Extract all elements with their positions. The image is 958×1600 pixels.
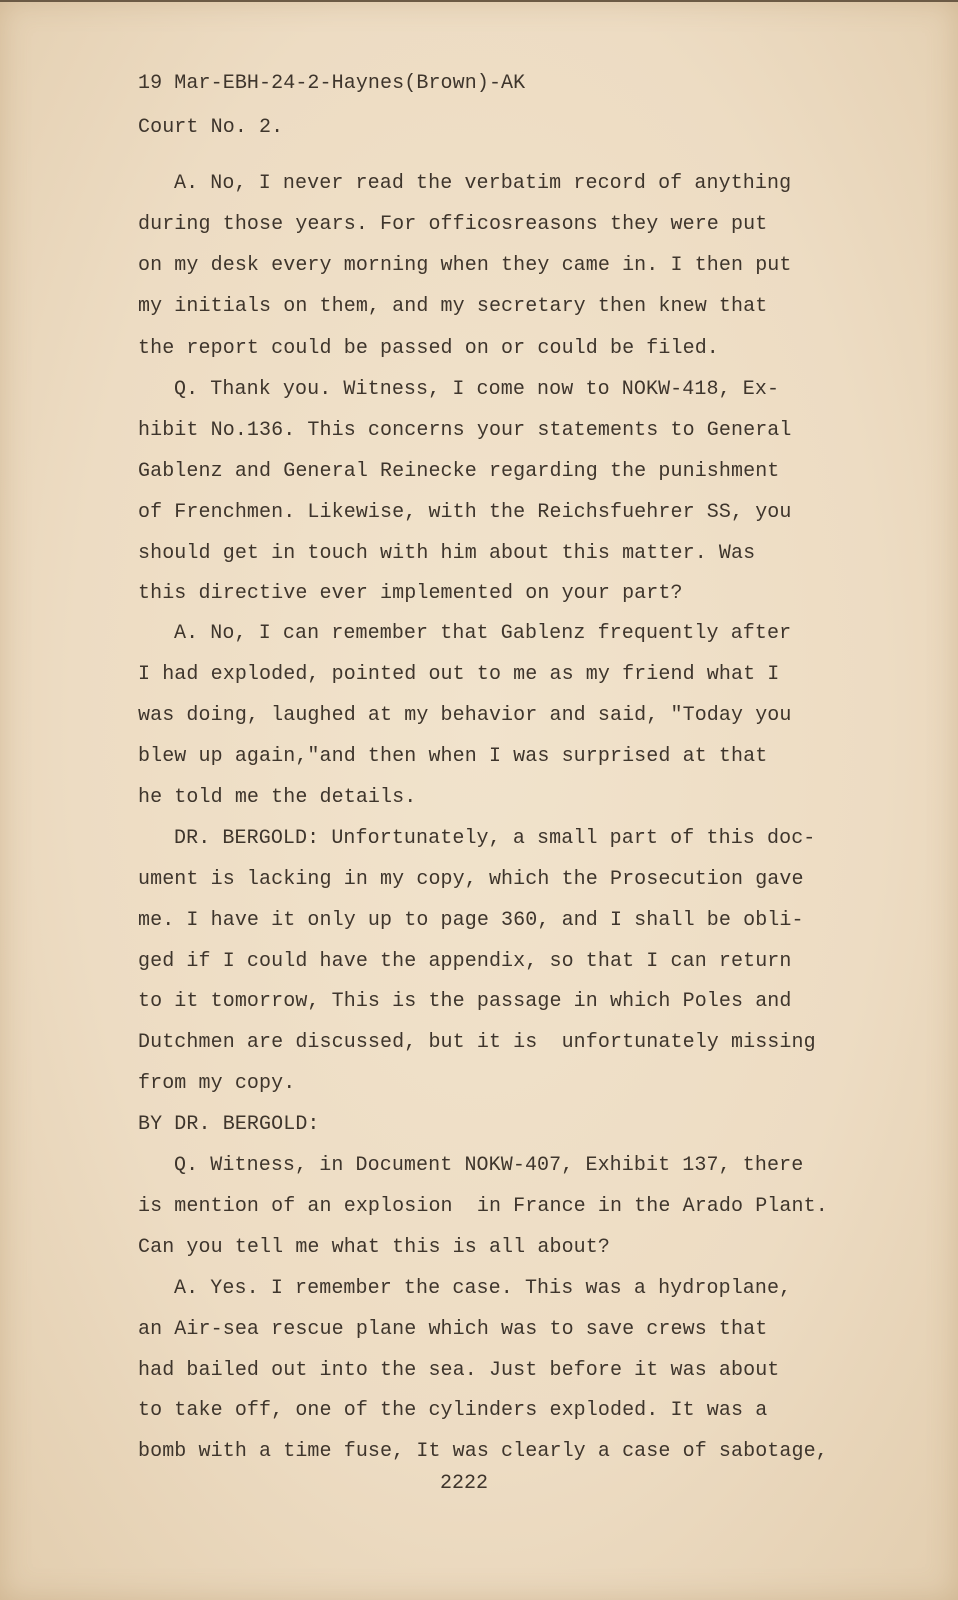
transcript-line: me. I have it only up to page 360, and I shall be obli- (138, 909, 804, 932)
transcript-line: A. No, I can remember that Gablenz frequently after (174, 622, 792, 645)
transcript-line: A. Yes. I remember the case. This was a hydroplane, (174, 1277, 792, 1300)
transcript-line: the report could be passed on or could be filed. (138, 337, 719, 360)
transcript-line: ument is lacking in my copy, which the Prosecution gave (138, 868, 804, 891)
transcript-line: my initials on them, and my secretary then knew that (138, 295, 768, 318)
transcript-line: Q. Thank you. Witness, I come now to NOKW-418, Ex- (174, 378, 780, 401)
transcript-line: from my copy. (138, 1072, 296, 1095)
transcript-line: Dutchmen are discussed, but it is unfortunately missing (138, 1031, 816, 1054)
transcript-line: ged if I could have the appendix, so that I can return (138, 950, 792, 973)
transcript-line: hibit No.136. This concerns your statements to General (138, 419, 792, 442)
transcript-line: blew up again,"and then when I was surprised at that (138, 745, 768, 768)
transcript-line: this directive ever implemented on your part? (138, 582, 683, 605)
transcript-line: should get in touch with him about this matter. Was (138, 542, 756, 565)
transcript-line: Gablenz and General Reinecke regarding the punishment (138, 460, 780, 483)
transcript-line: an Air-sea rescue plane which was to save crews that (138, 1318, 768, 1341)
transcript-line: on my desk every morning when they came in. I then put (138, 254, 792, 277)
transcript-line: he told me the details. (138, 786, 417, 809)
transcript-line: BY DR. BERGOLD: (138, 1113, 320, 1136)
transcript-line: Can you tell me what this is all about? (138, 1236, 610, 1259)
transcript-line: is mention of an explosion in France in the Arado Plant. (138, 1195, 828, 1218)
transcript-line: was doing, laughed at my behavior and said, "Today you (138, 704, 792, 727)
transcript-line: I had exploded, pointed out to me as my friend what I (138, 663, 780, 686)
transcript-line: during those years. For officosreasons they were put (138, 213, 768, 236)
header-court: Court No. 2. (138, 116, 284, 139)
transcript-line: to it tomorrow, This is the passage in which Poles and (138, 990, 792, 1013)
transcript-line: Q. Witness, in Document NOKW-407, Exhibit 137, there (174, 1154, 804, 1177)
page-number: 2222 (440, 1472, 489, 1495)
header-reference: 19 Mar-EBH-24-2-Haynes(Brown)-AK (138, 72, 526, 95)
transcript-line: of Frenchmen. Likewise, with the Reichsfuehrer SS, you (138, 501, 792, 524)
transcript-line: A. No, I never read the verbatim record of anything (174, 172, 792, 195)
transcript-line: DR. BERGOLD: Unfortunately, a small part of this doc- (174, 827, 816, 850)
transcript-line: bomb with a time fuse, It was clearly a case of sabotage, (138, 1440, 828, 1463)
transcript-line: had bailed out into the sea. Just before it was about (138, 1359, 780, 1382)
transcript-line: to take off, one of the cylinders exploded. It was a (138, 1399, 768, 1422)
